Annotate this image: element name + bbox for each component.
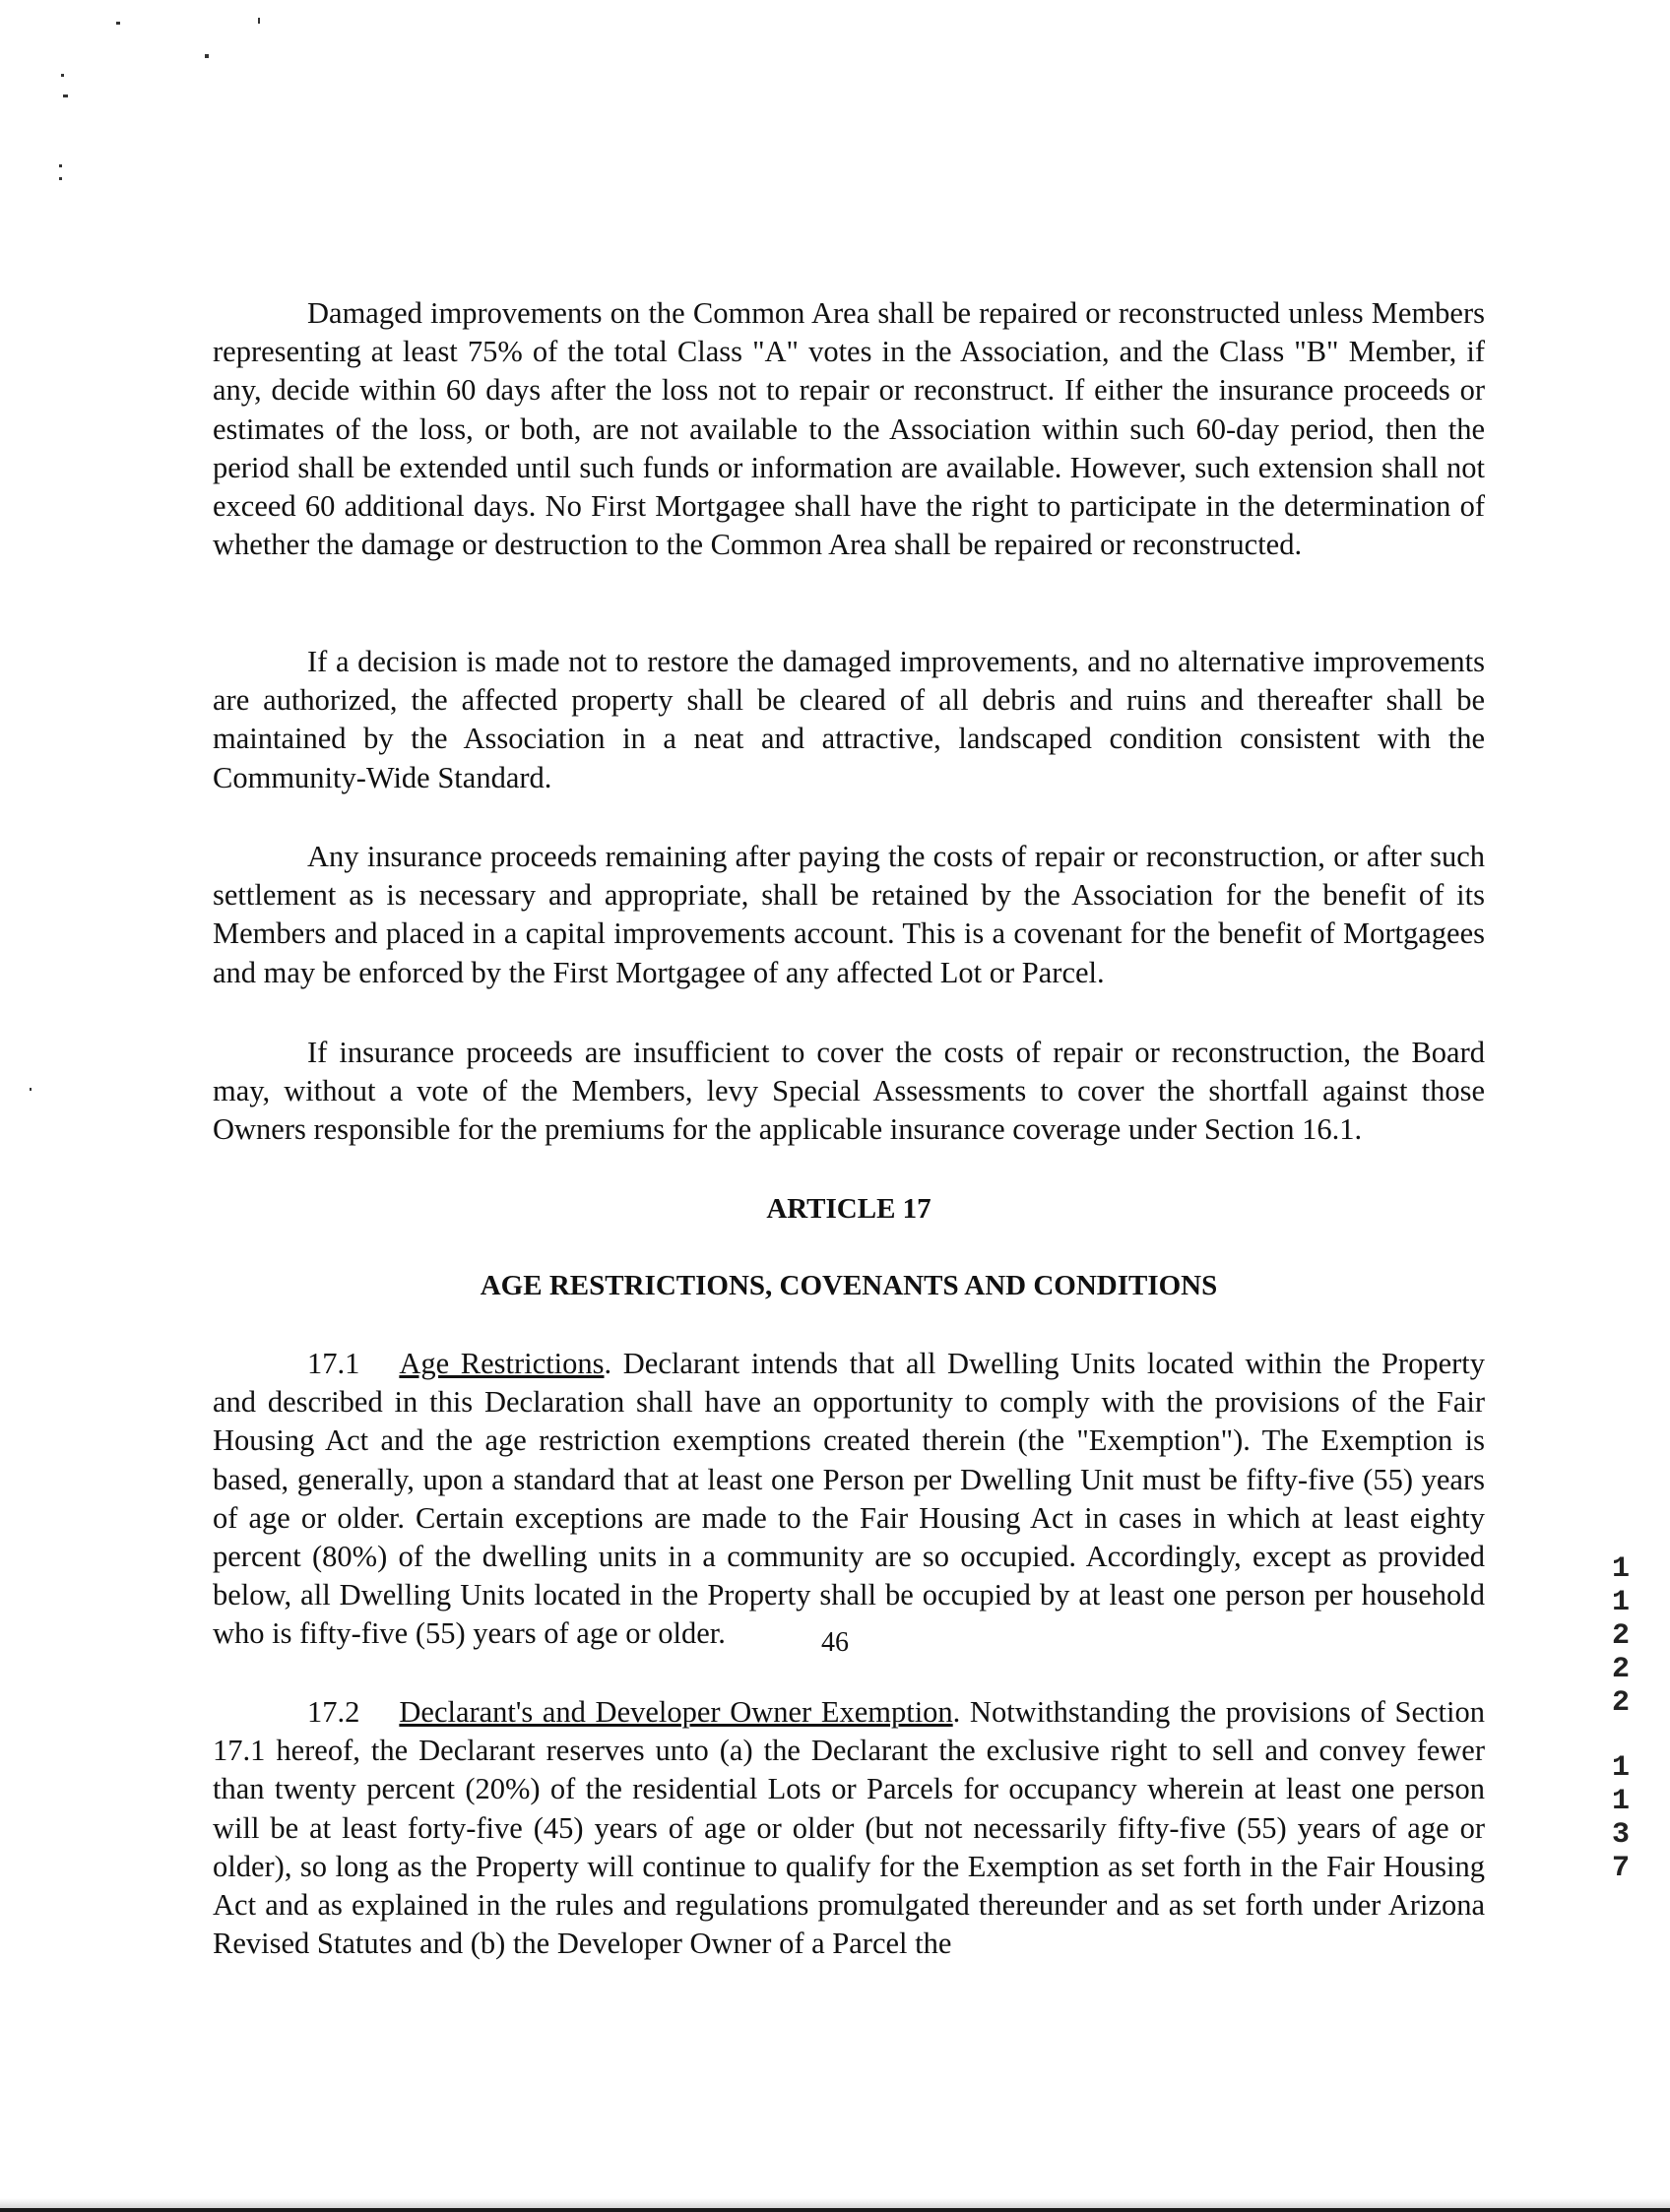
scan-bottom-shadow	[0, 2198, 1670, 2208]
section-17-1	[213, 1345, 1485, 1654]
section-body: Declarant intends that all Dwelling Units located within the Property and described in this Declaration shall have an opportunity to comply with the provisions of the Fair Housing Act and the age restriction exemptions created therein (the "Exemption"). The Exemption is based, generally, upon a standard that at least one Person per Dwelling Unit must be fifty-five (55) years of age or older. Certain exceptions are made to the Fair Housing Act in cases in which at least eighty percent (80%) of the dwelling units in a community are so occupied. Accordingly, except as provided below, all Dwelling Units located in the Property shall be occupied by at least one person per household who is fifty-five (55) years of age or older.	[213, 1347, 1485, 1651]
scan-speck	[258, 18, 260, 24]
stamp-text: 1137	[1611, 1751, 1630, 1885]
scan-speck	[205, 54, 209, 58]
section-number: 17.1	[307, 1347, 360, 1380]
scan-speck	[30, 1088, 32, 1091]
scan-speck	[59, 164, 62, 167]
scan-bottom-edge	[0, 2208, 1670, 2212]
scan-speck	[61, 74, 64, 77]
section-title-punct: .	[952, 1695, 961, 1729]
article-title: AGE RESTRICTIONS, COVENANTS AND CONDITIONS	[480, 1270, 1218, 1301]
section-title: Declarant's and Developer Owner Exemption	[399, 1695, 953, 1729]
scan-speck	[63, 95, 68, 97]
paragraph-insufficient-proceeds: If insurance proceeds are insufficient to cover the costs of repair or reconstruction, the Board may, without a vote of the Members, levy Special Assessments to cover the shortfall against those Owners responsible for the premiums for the applicable insurance coverage under Section 16.1.	[213, 1036, 1485, 1147]
scan-speck	[116, 22, 120, 25]
article-number: ARTICLE 17	[766, 1193, 931, 1225]
paragraph-decision-not-to-restore: If a decision is made not to restore the damaged improvements, and no alternative improvements are authorized, the affected property shall be cleared of all debris and ruins and thereafter shall be maintained by the Association in a neat and attractive, landscaped condition consistent with the Community-Wide Standard.	[213, 645, 1485, 794]
section-title-punct: .	[604, 1347, 612, 1380]
section-17-2	[213, 1693, 1485, 1963]
section-number: 17.2	[307, 1695, 360, 1729]
scan-speck	[59, 177, 62, 180]
section-title: Age Restrictions	[399, 1347, 605, 1380]
page-number: 46	[821, 1627, 849, 1658]
recording-stamp-line2	[1601, 1751, 1640, 1885]
paragraph-damaged-improvements: Damaged improvements on the Common Area shall be repaired or reconstructed unless Members representing at least 75% of the total Class "A" votes in the Association, and the Class "B" Member, if any, decide within 60 days after the loss not to repair or reconstruct. If either the insurance proceeds or estimates of the loss, or both, are not available to the Association within such 60-day period, then the period shall be extended until such funds or information are available. However, such extension shall not exceed 60 additional days. No First Mortgagee shall have the right to participate in the determination of whether the damage or destruction to the Common Area shall be repaired or reconstructed.	[213, 296, 1485, 562]
section-body: Notwithstanding the provisions of Section 17.1 hereof, the Declarant reserves unto (a) the Declarant the exclusive right to sell and convey fewer than twenty percent (20%) of the residential Lots or Parcels for occupancy wherein at least one person will be at least forty-five (45) years of age or older (but not necessarily fifty-five (55) years of age or older), so long as the Property will continue to qualify for the Exemption as set forth in the Fair Housing Act and as explained in the rules and regulations promulgated thereunder and as set forth under Arizona Revised Statutes and (b) the Developer Owner of a Parcel the	[213, 1695, 1485, 1961]
paragraph-remaining-proceeds: Any insurance proceeds remaining after paying the costs of repair or reconstruction, or after such settlement as is necessary and appropriate, shall be retained by the Association for the benefit of its Members and placed in a capital improvements account. This is a covenant for the benefit of Mortgagees and may be enforced by the First Mortgagee of any affected Lot or Parcel.	[213, 840, 1485, 989]
stamp-text: 11222	[1611, 1552, 1630, 1720]
